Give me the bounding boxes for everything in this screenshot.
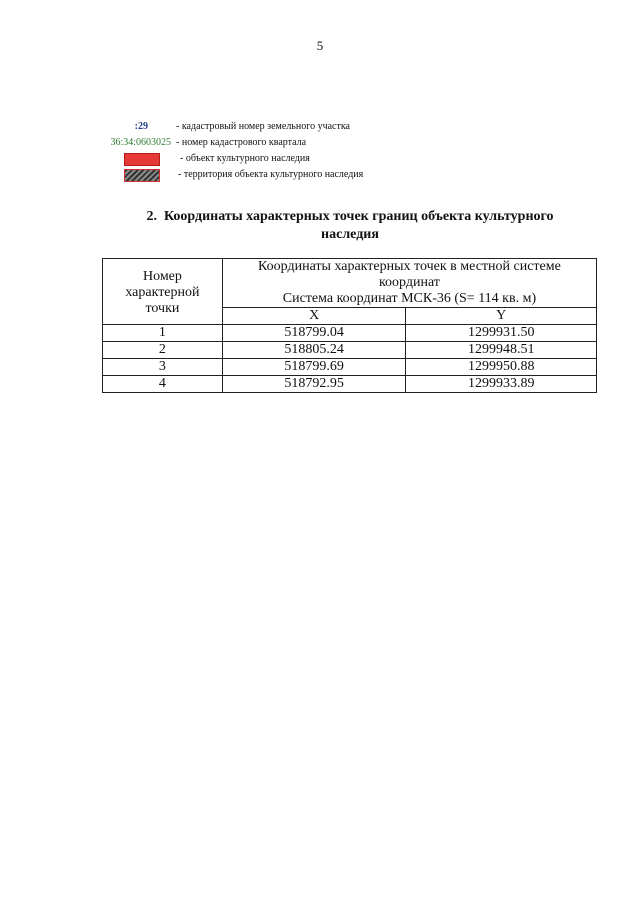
red-fill-swatch-icon [124, 153, 160, 166]
hatched-swatch-icon [124, 169, 160, 182]
cell-y: 1299933.89 [406, 376, 597, 393]
cell-x: 518805.24 [222, 342, 406, 359]
header-x: X [222, 308, 406, 325]
cell-y: 1299948.51 [406, 342, 597, 359]
cell-x: 518799.69 [222, 359, 406, 376]
cell-point-number: 4 [103, 376, 223, 393]
coordinates-table [102, 258, 597, 393]
legend-key-quarter: 36:34:0603025 [110, 137, 171, 148]
legend-desc-quarter: - номер кадастрового квартала [176, 137, 307, 148]
cell-x: 518792.95 [222, 376, 406, 393]
legend-key-parcel: :29 [134, 121, 148, 132]
header-y: Y [406, 308, 597, 325]
page-number: 5 [316, 38, 324, 53]
section-title: 2. Координаты характерных точек границ объекта культурного наследия [146, 209, 554, 242]
cell-y: 1299931.50 [406, 325, 597, 342]
table-row [103, 342, 597, 359]
cell-point-number: 3 [103, 359, 223, 376]
legend-desc-heritage-object: - объект культурного наследия [180, 153, 310, 164]
cell-y: 1299950.88 [406, 359, 597, 376]
header-point-number: Номер характерной точки [103, 259, 223, 325]
table-row [103, 325, 597, 342]
table-row [103, 376, 597, 393]
legend-desc-parcel: - кадастровый номер земельного участка [176, 121, 350, 132]
cell-point-number: 2 [103, 342, 223, 359]
cell-x: 518799.04 [222, 325, 406, 342]
table-row [103, 359, 597, 376]
header-coordinates: Координаты характерных точек в местной системе координат Система координат МСК-36 (S= 114 кв. м) [222, 259, 596, 308]
legend-desc-heritage-territory: - территория объекта культурного наследия [178, 169, 364, 180]
cell-point-number: 1 [103, 325, 223, 342]
table-header-row [103, 259, 597, 308]
